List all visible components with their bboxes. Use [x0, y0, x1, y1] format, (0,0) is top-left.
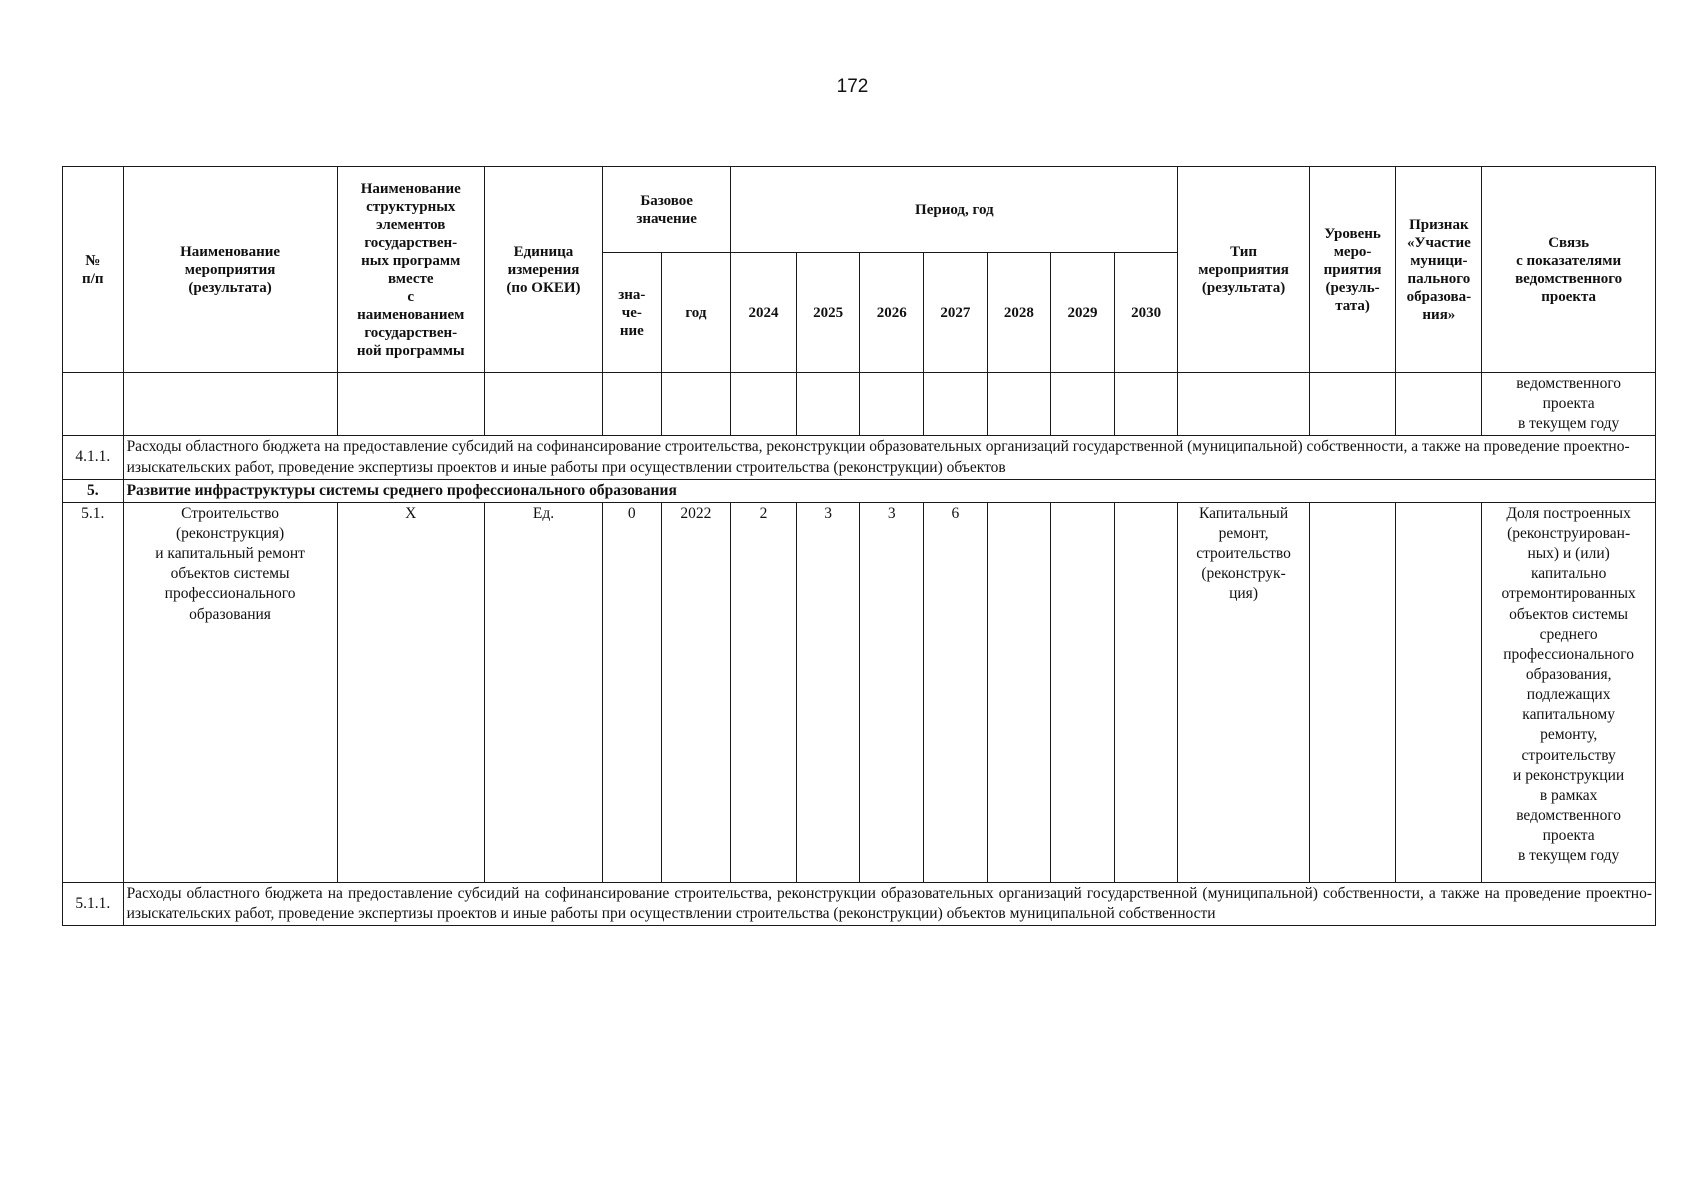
row-section-title: Развитие инфраструктуры системы среднего профессионального образования — [123, 479, 1655, 502]
header-name: Наименование мероприятия (результата) — [123, 167, 337, 373]
header-year-2027: 2027 — [924, 253, 988, 373]
row-type: Капитальный ремонт, строительство (реконструк- ция) — [1178, 502, 1309, 882]
row-text: Расходы областного бюджета на предоставление субсидий на софинансирование строительства, реконструкции образовательных организаций государственной (муниципальной) собственности, а также на проведение проектно-изыскательских работ, проведение экспертизы проектов и иные работы при осуществлении строительства (реконструкции) объектов — [123, 436, 1655, 479]
measures-table — [62, 166, 1656, 926]
row-link: Доля построенных (реконструирован- ных) и (или) капитально отремонтированных объектов системы среднего профессионального образования, подлежащих капитальному ремонту, строительству и реконструкции в рамках ведомственного проекта в текущем году — [1482, 502, 1656, 882]
row-number: 5.1. — [63, 502, 124, 882]
row-value-2028 — [987, 502, 1051, 882]
header-link: Связь с показателями ведомственного проекта — [1482, 167, 1656, 373]
row-value-2024: 2 — [731, 502, 797, 882]
header-year-2026: 2026 — [860, 253, 924, 373]
table-row-5-1 — [63, 502, 1656, 882]
continuation-row — [63, 373, 1656, 436]
row-municipal — [1396, 502, 1482, 882]
header-structural-elements: Наименование структурных элементов государствен- ных программ вместе с наименованием государствен- ной программы — [337, 167, 484, 373]
header-year-2024: 2024 — [731, 253, 797, 373]
row-number: 4.1.1. — [63, 436, 124, 479]
header-unit: Единица измерения (по ОКЕИ) — [484, 167, 602, 373]
row-value-2029 — [1051, 502, 1115, 882]
row-level — [1309, 502, 1396, 882]
header-period: Период, год — [731, 167, 1178, 253]
row-value-2030 — [1114, 502, 1178, 882]
row-base-year: 2022 — [661, 502, 731, 882]
row-number: 5. — [63, 479, 124, 502]
table-row-5 — [63, 479, 1656, 502]
header-year-2029: 2029 — [1051, 253, 1115, 373]
continuation-link-cell: ведомственного проекта в текущем году — [1482, 373, 1656, 436]
row-structural-element: Х — [337, 502, 484, 882]
table-row-5-1-1 — [63, 882, 1656, 925]
header-base-year: год — [661, 253, 731, 373]
row-unit: Ед. — [484, 502, 602, 882]
row-value-2027: 6 — [924, 502, 988, 882]
row-name: Строительство (реконструкция) и капитальный ремонт объектов системы профессионального образования — [123, 502, 337, 882]
header-num: № п/п — [63, 167, 124, 373]
header-year-2028: 2028 — [987, 253, 1051, 373]
row-value-2026: 3 — [860, 502, 924, 882]
header-municipal: Признак «Участие муници- пального образова- ния» — [1396, 167, 1482, 373]
header-base: Базовое значение — [603, 167, 731, 253]
page-number: 172 — [836, 76, 869, 97]
header-base-value: зна- че- ние — [603, 253, 662, 373]
row-base-value: 0 — [603, 502, 662, 882]
row-text: Расходы областного бюджета на предоставление субсидий на софинансирование строительства, реконструкции образовательных организаций государственной (муниципальной) собственности, а также на проведение проектно-изыскательских работ, проведение экспертизы проектов и иные работы при осуществлении строительства (реконструкции) объектов муниципальной собственности — [123, 882, 1655, 925]
header-level: Уровень меро- приятия (резуль- тата) — [1309, 167, 1396, 373]
header-year-2030: 2030 — [1114, 253, 1178, 373]
table-row-4-1-1 — [63, 436, 1656, 479]
row-value-2025: 3 — [796, 502, 860, 882]
header-year-2025: 2025 — [796, 253, 860, 373]
row-number: 5.1.1. — [63, 882, 124, 925]
header-type: Тип мероприятия (результата) — [1178, 167, 1309, 373]
